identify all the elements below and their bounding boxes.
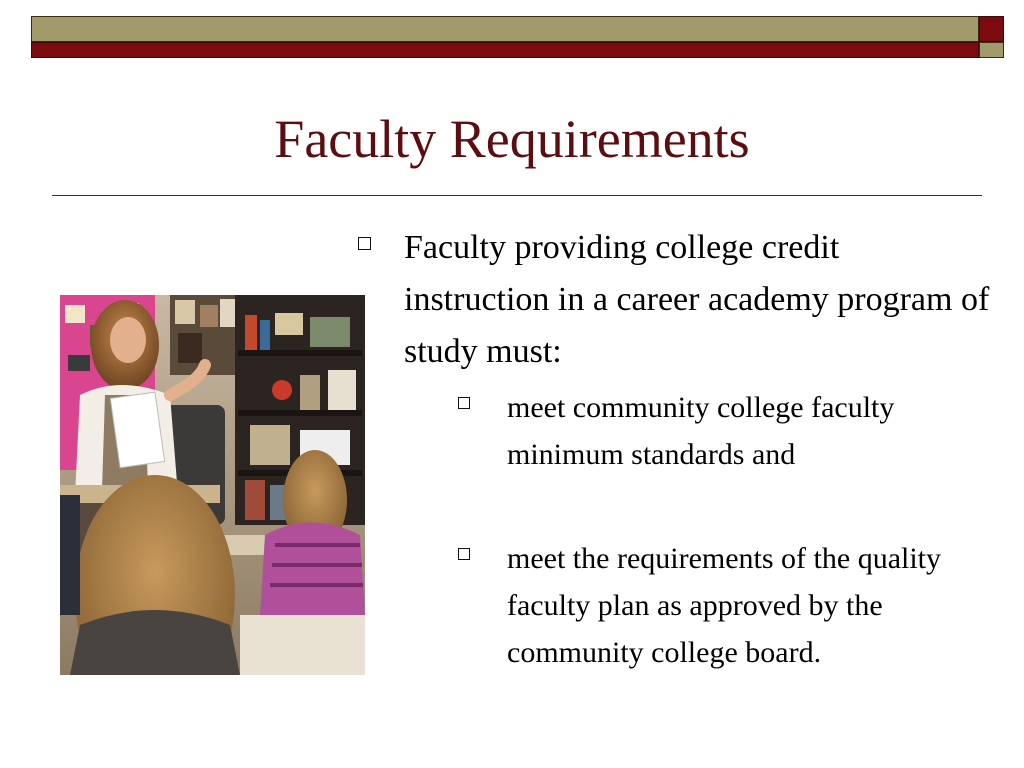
hollow-square-bullet-icon <box>458 548 470 560</box>
hollow-square-bullet-icon <box>358 237 371 250</box>
sub-bullet-2 <box>450 535 990 676</box>
classroom-photo <box>60 295 365 675</box>
hollow-square-bullet-icon <box>458 397 470 409</box>
sub-bullet-1-text: meet community college faculty minimum standards and <box>507 391 895 471</box>
maroon-band <box>31 42 979 58</box>
bullet-level1 <box>352 222 992 378</box>
corner-square-olive <box>979 42 1004 58</box>
sub-bullet-2-text: meet the requirements of the quality faculty plan as approved by the community college board. <box>507 542 942 669</box>
bullet-level1-text: Faculty providing college credit instruction in a career academy program of study must: <box>404 229 990 370</box>
olive-band <box>31 16 979 42</box>
header-decoration-bar <box>31 16 1004 58</box>
slide-title: Faculty Requirements <box>274 109 750 169</box>
title-divider <box>52 195 982 196</box>
sub-bullet-1 <box>450 384 990 478</box>
corner-square-maroon <box>979 16 1004 42</box>
